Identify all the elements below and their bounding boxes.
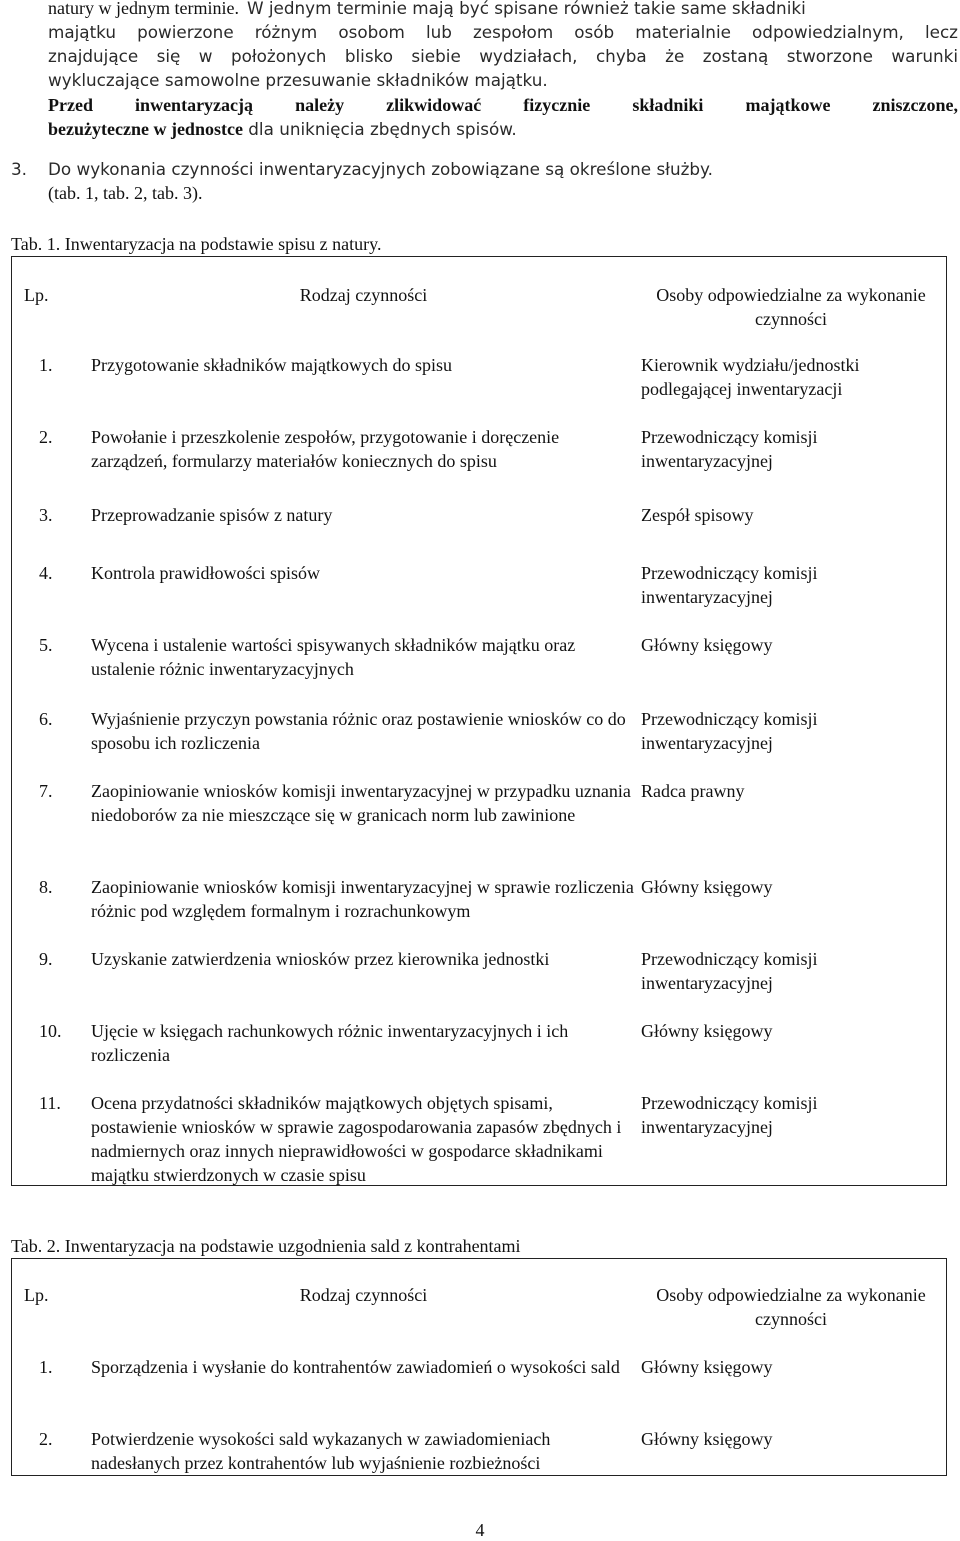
table-cell-activity: Wyjaśnienie przyczyn powstania różnic oraz postawienie wniosków co do sposobu ich rozliczenia [91,709,626,753]
table-cell-activity: Zaopiniowanie wniosków komisji inwentaryzacyjnej w przypadku uznania niedoborów za nie mieszczące się w granicach norm lub zawinione [91,781,631,825]
table-1 [11,256,947,1186]
table-cell-activity: Potwierdzenie wysokości sald wykazanych w zawiadomieniach nadesłanych przez kontrahentów lub wyjaśnienie rozbieżności [91,1429,551,1473]
table-cell-responsible: Główny księgowy [641,877,773,897]
table-cell-responsible: Przewodniczący komisji inwentaryzacyjnej [641,427,818,471]
intro-line-1: natury w jednym terminie. W jednym terminie mają być spisane również takie same składniki [48,0,806,18]
table-cell-responsible: Główny księgowy [641,1429,773,1449]
table-row: 4. [39,563,53,583]
table-1-caption: Tab. 1. Inwentaryzacja na podstawie spisu z natury. [11,234,382,254]
table-row: 6. [39,709,53,729]
intro-line-4: wykluczające samowolne przesuwanie składników majątku. [48,70,548,90]
table-cell-activity: Zaopiniowanie wniosków komisji inwentaryzacyjnej w sprawie rozliczenia różnic pod względem formalnym i rozrachunkowym [91,877,634,921]
table-row: 3. [39,505,53,525]
table-cell-responsible: Główny księgowy [641,1357,773,1377]
table-cell-activity: Uzyskanie zatwierdzenia wniosków przez kierownika jednostki [91,949,550,969]
table-row: 1. [39,1357,53,1377]
table-cell-responsible: Główny księgowy [641,635,773,655]
table-2-caption: Tab. 2. Inwentaryzacja na podstawie uzgodnienia sald z kontrahentami [11,1236,521,1256]
table-row: 5. [39,635,53,655]
item-3-refs: (tab. 1, tab. 2, tab. 3). [48,183,203,203]
table-cell-responsible: Zespół spisowy [641,505,754,525]
item-3-number: 3. [11,159,28,179]
table-row: 2. [39,427,53,447]
table-cell-activity: Ocena przydatności składników majątkowych objętych spisami, postawienie wniosków w sprawie zagospodarowania zapasów zbędnych i nadmiernych oraz innych nieprawidłowości w gospodarce składnikami majątku stwierdzonych w czasie spisu [91,1093,622,1185]
table-cell-activity: Wycena i ustalenie wartości spisywanych składników majątku oraz ustalenie różnic inwentaryzacyjnych [91,635,576,679]
table-cell-responsible: Główny księgowy [641,1021,773,1041]
intro-line-2: majątku powierzone różnym osobom lub zespołom osób materialnie odpowiedzialnym, lecz [48,22,958,42]
table-cell-responsible: Radca prawny [641,781,745,801]
table-row: 2. [39,1429,53,1449]
page-number: 4 [475,1520,485,1540]
item-3-text: Do wykonania czynności inwentaryzacyjnych zobowiązane są określone służby. [48,159,713,179]
table-row: 10. [39,1021,62,1041]
table-2-header-lp: Lp. [24,1285,49,1305]
intro-line-6: bezużyteczne w jednostce dla uniknięcia zbędnych spisów. [48,119,517,139]
table-1-header-activity: Rodzaj czynności [299,285,428,305]
table-row: 9. [39,949,53,969]
table-cell-activity: Powołanie i przeszkolenie zespołów, przygotowanie i doręczenie zarządzeń, formularzy materiałów koniecznych do spisu [91,427,560,471]
table-cell-activity: Przygotowanie składników majątkowych do spisu [91,355,452,375]
table-2 [11,1258,947,1476]
table-cell-activity: Kontrola prawidłowości spisów [91,563,320,583]
table-1-header-responsible: Osoby odpowiedzialne za wykonanie czynności [656,285,926,329]
table-cell-activity: Sporządzenia i wysłanie do kontrahentów zawiadomień o wysokości sald [91,1357,620,1377]
table-row: 8. [39,877,53,897]
intro-line-3: znajdujące się w położonych blisko siebie wydziałach, chyba że zostaną stworzone warunki [48,46,958,66]
table-row: 7. [39,781,53,801]
table-row: 11. [39,1093,61,1113]
table-2-header-activity: Rodzaj czynności [299,1285,428,1305]
table-cell-responsible: Kierownik wydziału/jednostki podlegającej inwentaryzacji [641,355,860,399]
table-2-header-responsible: Osoby odpowiedzialne za wykonanie czynności [656,1285,926,1329]
intro-line-5: Przed inwentaryzacją należy zlikwidować fizycznie składniki majątkowe zniszczone, [48,95,958,115]
table-cell-responsible: Przewodniczący komisji inwentaryzacyjnej [641,949,818,993]
table-cell-activity: Ujęcie w księgach rachunkowych różnic inwentaryzacyjnych i ich rozliczenia [91,1021,569,1065]
table-cell-responsible: Przewodniczący komisji inwentaryzacyjnej [641,563,818,607]
table-row: 1. [39,355,53,375]
table-cell-responsible: Przewodniczący komisji inwentaryzacyjnej [641,1093,818,1137]
table-cell-activity: Przeprowadzanie spisów z natury [91,505,333,525]
table-cell-responsible: Przewodniczący komisji inwentaryzacyjnej [641,709,818,753]
table-1-header-lp: Lp. [24,285,49,305]
